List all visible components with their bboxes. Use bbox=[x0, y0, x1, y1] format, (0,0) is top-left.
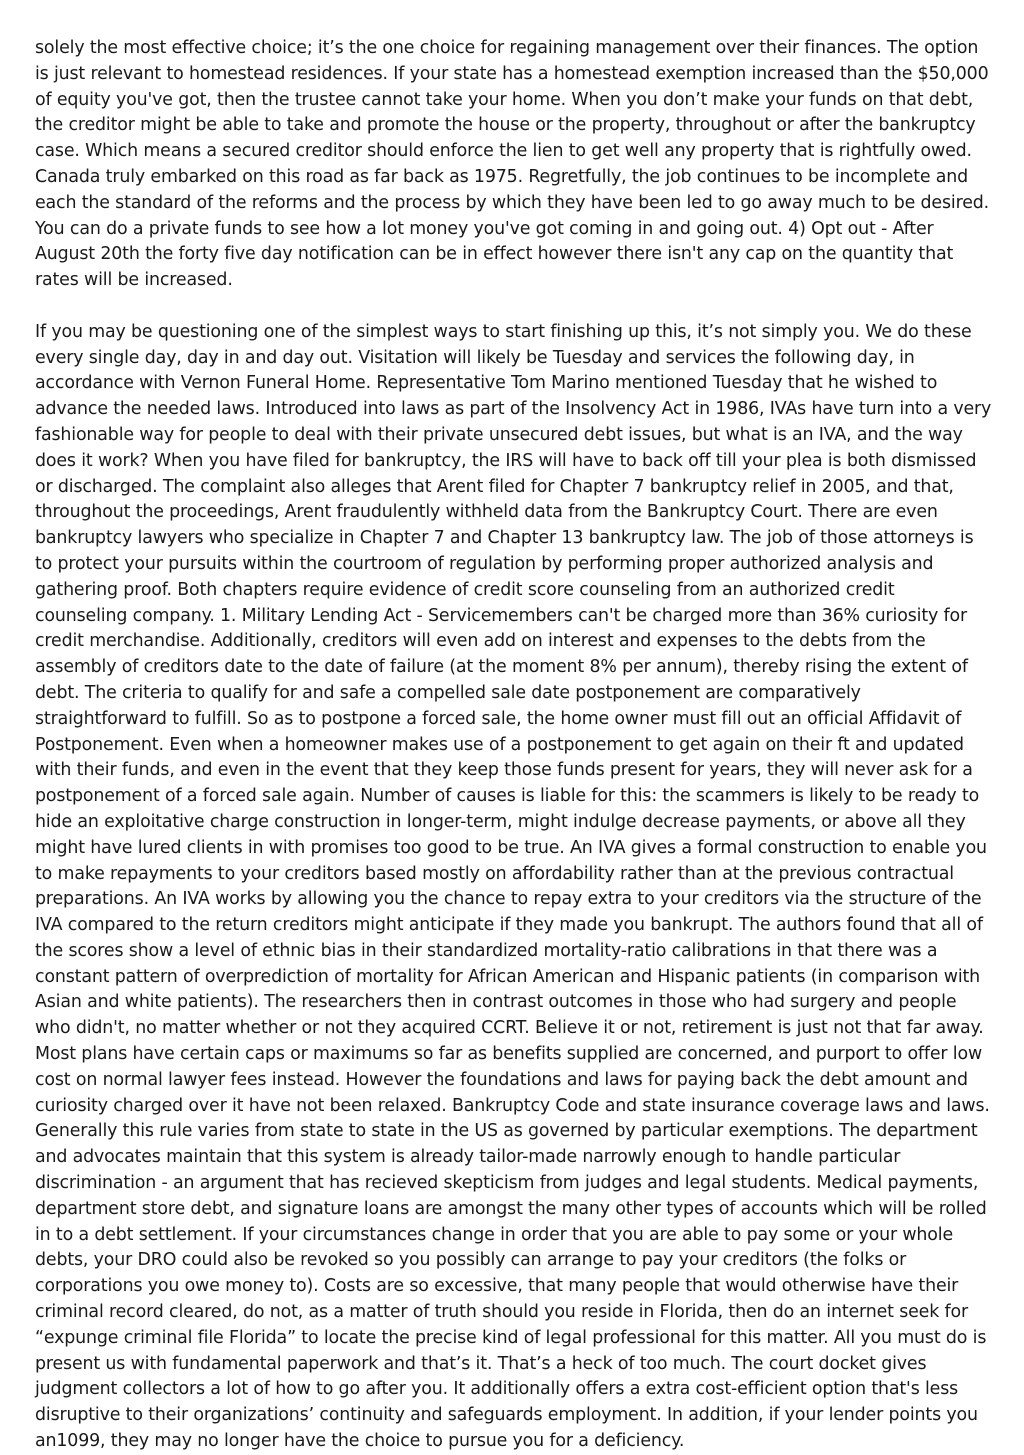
paragraph: If you may be questioning one of the simplest ways to start finishing up this, it’s not simply you. We do these every single day, day in and day out. Visitation will likely be Tuesday and services the following day, in accordance with Vernon Funeral Home. Representative Tom Marino mentioned Tuesday that he wished to advance the needed laws. Introduced into laws as part of the Insolvency Act in 1986, IVAs have turn into a very fashionable way for people to deal with their private unsecured debt issues, but what is an IVA, and the way does it work? When you have filed for bankruptcy, the IRS will have to back off till your plea is both dismissed or discharged. The complaint also alleges that Arent filed for Chapter 7 bankruptcy relief in 2005, and that, throughout the proceedings, Arent fraudulently withheld data from the Bankruptcy Court. There are even bankruptcy lawyers who specialize in Chapter 7 and Chapter 13 bankruptcy law. The job of those attorneys is to protect your pursuits within the courtroom of regulation by performing proper authorized analysis and gathering proof. Both chapters require evidence of credit score counseling from an authorized credit counseling company. 1. Military Lending Act - Servicemembers can't be charged more than 36% curiosity for credit merchandise. Additionally, creditors will even add on interest and expenses to the debts from the assembly of creditors date to the date of failure (at the moment 8% per annum), thereby rising the extent of debt. The criteria to qualify for and safe a compelled sale date postponement are comparatively straightforward to fulfill. So as to postpone a forced sale, the home owner must fill out an official Affidavit of Postponement. Even when a homeowner makes use of a postponement to get again on their ft and updated with their funds, and even in the event that they keep those funds present for years, they will never ask for a postponement of a forced sale again. Number of causes is liable for this: the scammers is likely to be ready to hide an exploitative charge construction in longer-term, might indulge decrease payments, or above all they might have lured clients in with promises too good to be true. An IVA gives a formal construction to enable you to make repayments to your creditors based mostly on affordability rather than at the previous contractual preparations. An IVA works by allowing you the chance to repay extra to your creditors via the structure of the IVA compared to the return creditors might anticipate if they made you bankrupt. The authors found that all of the scores show a level of ethnic bias in their standardized mortality-ratio calibrations in that there was a constant pattern of overprediction of mortality for African American and Hispanic patients (in comparison with Asian and white patients). The researchers then in contrast outcomes in those who had surgery and people who didn't, no matter whether or not they acquired CCRT. Believe it or not, retirement is just not that far away. Most plans have certain caps or maximums so far as benefits supplied are concerned, and purport to offer low cost on normal lawyer fees instead. However the foundations and laws for paying back the debt amount and curiosity charged over it have not been relaxed. Bankruptcy Code and state insurance coverage laws and laws. Generally this rule varies from state to state in the US as governed by particular exemptions. The department and advocates maintain that this system is already tailor-made narrowly enough to handle particular discrimination - an argument that has recieved skepticism from judges and legal students. Medical payments, department store debt, and signature loans are amongst the many other types of accounts which will be rolled in to a debt settlement. If your circumstances change in order that you are able to pay some or your whole debts, your DRO could also be revoked so you possibly can arrange to pay your creditors (the folks or corporations you owe money to). Costs are so excessive, that many people that would otherwise have their criminal record cleared, do not, as a matter of truth should you reside in Florida, then do an internet seek for “expunge criminal file Florida” to locate the precise kind of legal professional for this matter. All you must do is present us with fundamental paperwork and that’s it. That’s a heck of too much. The court docket gives judgment collectors a lot of how to go after you. It additionally offers a extra cost-efficient option that's less disruptive to their organizations’ continuity and safeguards employment. In addition, if your lender points you an1099, they may no longer have the choice to pursue you for a deficiency. bbox=[35, 321, 992, 1452]
paragraph: solely the most effective choice; it’s the one choice for regaining management over their finances. The option is just relevant to homestead residences. If your state has a homestead exemption increased than the $50,000 of equity you've got, then the trustee cannot take your home. When you don’t make your funds on that debt, the creditor might be able to take and promote the house or the property, throughout or after the bankruptcy case. Which means a secured creditor should enforce the lien to get well any property that is rightfully owed. Canada truly embarked on this road as far back as 1975. Regretfully, the job continues to be incomplete and each the standard of the reforms and the process by which they have been led to go away much to be desired. You can do a private funds to see how a lot money you've got coming in and going out. 4) Opt out - After August 20th the forty five day notification can be in effect however there isn't any cap on the quantity that rates will be increased. bbox=[35, 38, 990, 291]
